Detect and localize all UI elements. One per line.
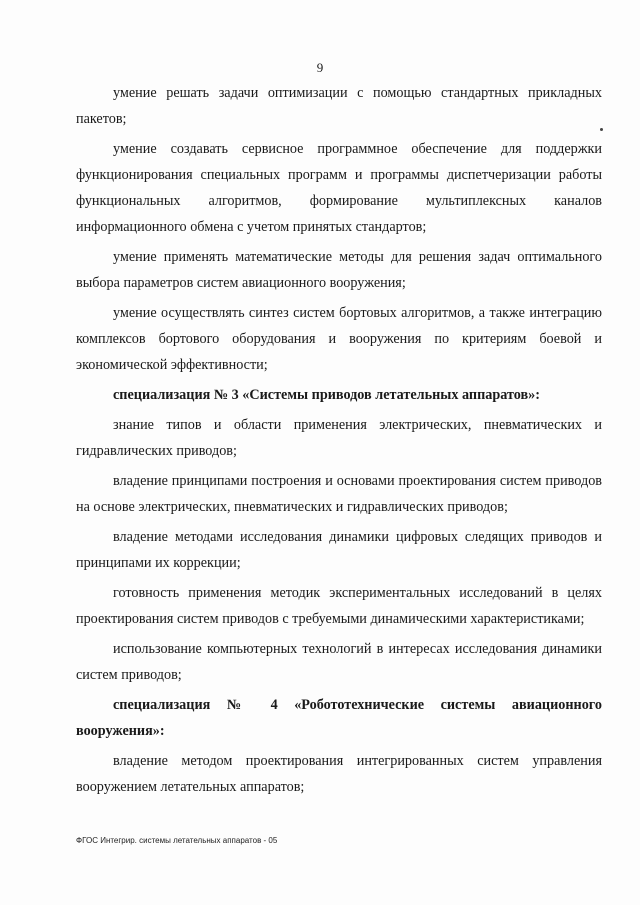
page-footer: ФГОС Интегрир. системы летательных аппаратов - 05 [76,836,278,845]
paragraph: знание типов и области применения электрических, пневматических и гидравлических приводов; [76,417,602,459]
paragraph: умение создавать сервисное программное обеспечение для поддержки функционирования специальных программ и программы диспетчеризации работы функциональных алгоритмов, формирование мультиплексных каналов информационного обмена с учетом принятых стандартов; [76,141,602,235]
scan-speck [600,128,603,131]
paragraph: умение решать задачи оптимизации с помощью стандартных прикладных пакетов; [76,85,602,127]
paragraph: владение методом проектирования интегрированных систем управления вооружением летательных аппаратов; [76,753,602,795]
paragraph: владение принципами построения и основами проектирования систем приводов на основе электрических, пневматических и гидравлических приводов; [76,473,602,515]
specialization-heading: специализация № 4 «Робототехнические системы авиационного вооружения»: [76,697,602,739]
paragraph: использование компьютерных технологий в интересах исследования динамики систем приводов; [76,641,602,683]
paragraph: умение применять математические методы для решения задач оптимального выбора параметров систем авиационного вооружения; [76,249,602,291]
document-body [76,80,602,804]
paragraph: владение методами исследования динамики цифровых следящих приводов и принципами их коррекции; [76,529,602,571]
paragraph: готовность применения методик экспериментальных исследований в целях проектирования систем приводов с требуемыми динамическими характеристиками; [76,585,602,627]
specialization-heading: специализация № 3 «Системы приводов летательных аппаратов»: [113,387,540,403]
paragraph: умение осуществлять синтез систем бортовых алгоритмов, а также интеграцию комплексов бортового оборудования и вооружения по критериям боевой и экономической эффективности; [76,305,602,373]
page-number: 9 [316,60,324,75]
